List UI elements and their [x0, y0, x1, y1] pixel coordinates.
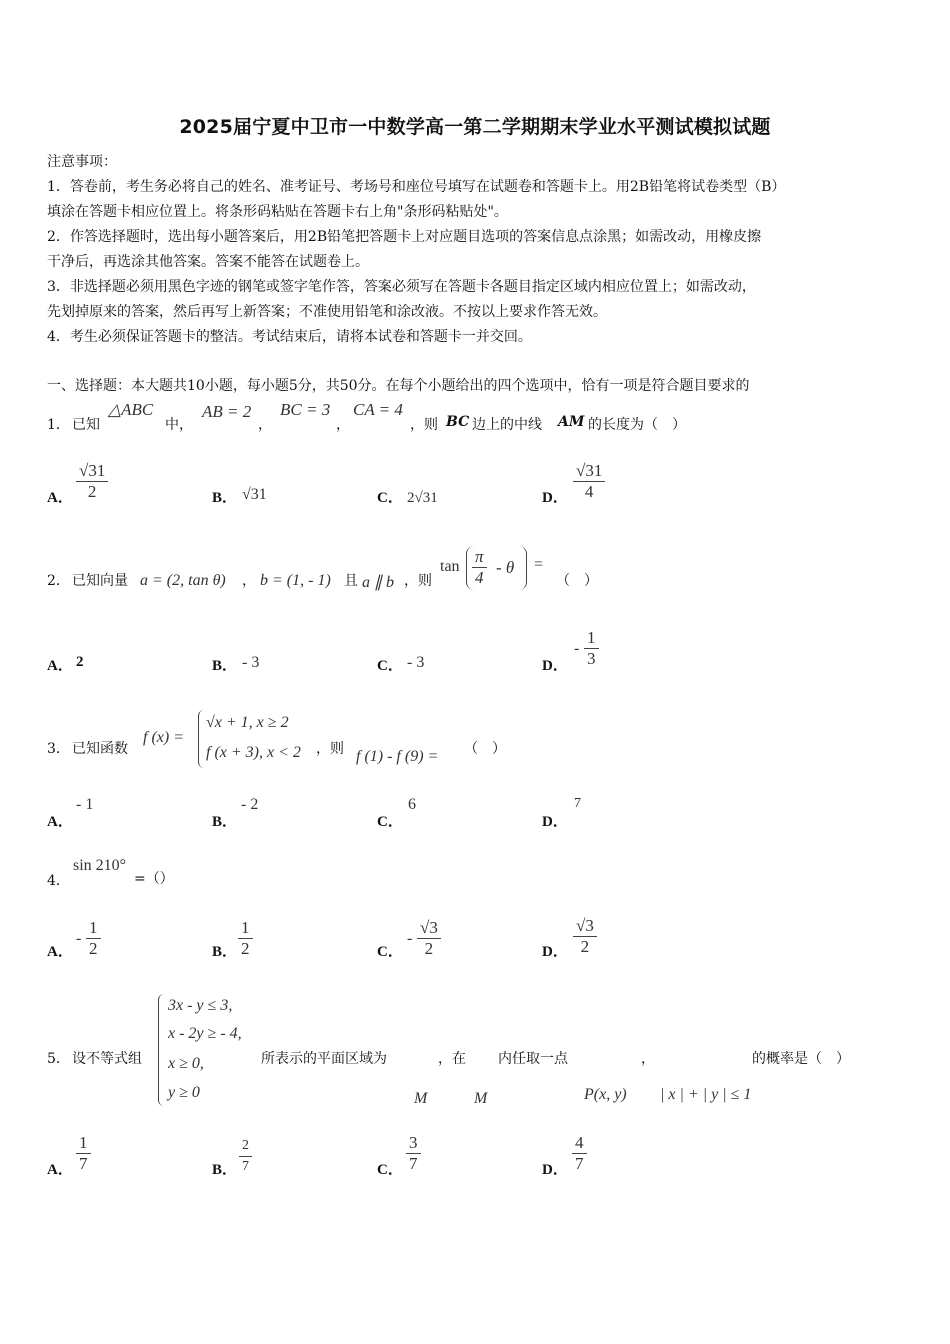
option-a-value: $\frac{1}{7}$ — [76, 1133, 91, 1174]
question-text: ， — [258, 417, 272, 433]
notice-line: 4．考生必须保证答题卡的整洁。考试结束后，请将本试卷和答题卡一并交回。 — [47, 329, 532, 345]
question-text: （ ） — [464, 741, 506, 757]
question-text: 且 — [344, 573, 358, 589]
option-a-sign: - — [76, 930, 82, 947]
inequality: x - 2y ≥ - 4, — [168, 1025, 242, 1042]
option-label: C． — [377, 814, 403, 830]
question-text: 已知 — [72, 417, 100, 433]
notice-heading: 注意事项： — [47, 154, 117, 170]
option-c-value: 6 — [408, 796, 416, 813]
math-expression: f (1) - f (9) = — [356, 748, 439, 765]
option-label: D． — [542, 490, 568, 506]
option-d-value: 7 — [574, 796, 581, 811]
notice-line: 2．作答选择题时，选出每小题答案后，用2B铅笔把答题卡上对应题目选项的答案信息点涂黑；如需改动，用橡皮擦 — [47, 229, 762, 245]
question-text: 内任取一点 — [498, 1051, 568, 1067]
question-text: （ ） — [556, 573, 598, 589]
option-label: B． — [212, 658, 238, 674]
math-pi-over-4: $\frac{\pi}{4}$ — [472, 547, 487, 588]
math-theta: - θ — [496, 558, 515, 577]
notice-line: 填涂在答题卡相应位置上。将条形码粘贴在答题卡右上角"条形码粘贴处"。 — [47, 204, 508, 220]
notice-line: 先划掉原来的答案，然后再写上新答案；不准使用铅笔和涂改液。不按以上要求作答无效。 — [47, 304, 607, 320]
math-parallel: a ∥ b — [362, 574, 394, 591]
option-a-value: $\frac{√31}{2}$ — [76, 461, 108, 502]
math-case-1: √x + 1, x ≥ 2 — [206, 714, 289, 731]
option-d-value: $\frac{4}{7}$ — [572, 1133, 587, 1174]
question-text: ，则 — [316, 741, 344, 757]
question-text: ，则 — [404, 573, 432, 589]
math-equals: = — [534, 556, 544, 573]
inequality: x ≥ 0, — [168, 1055, 204, 1072]
option-d-sign: - — [574, 640, 580, 657]
question-text: ，在 — [438, 1051, 466, 1067]
math-vector-a: a = (2, tan θ) — [140, 572, 226, 589]
question-text: 所表示的平面区域为 — [261, 1051, 387, 1067]
option-d-value: $\frac{√31}{4}$ — [573, 461, 605, 502]
option-b-value: $\frac{2}{7}$ — [239, 1136, 252, 1177]
option-label: C． — [377, 490, 403, 506]
option-b-value: - 3 — [242, 654, 260, 671]
option-c-value: 2√31 — [407, 490, 438, 506]
question-text: ， — [336, 417, 350, 433]
option-a-value: $\frac{1}{2}$ — [86, 918, 101, 959]
option-c-value: $\frac{3}{7}$ — [406, 1133, 421, 1174]
question-number: 1． — [47, 417, 70, 433]
question-text: 已知向量 — [72, 573, 128, 589]
option-label: C． — [377, 944, 403, 960]
question-number: 3． — [47, 741, 70, 757]
math-region-m: M — [474, 1090, 488, 1107]
math-tan: tan — [440, 558, 460, 575]
math-f: f (x) = — [143, 729, 184, 746]
question-number: 2． — [47, 573, 70, 589]
paren-right — [518, 546, 527, 590]
notice-line: 干净后，再选涂其他答案。答案不能答在试题卷上。 — [47, 254, 369, 270]
option-b-value: $\frac{1}{2}$ — [238, 918, 253, 959]
option-label: A． — [47, 944, 73, 960]
question-text: 设不等式组 — [72, 1051, 142, 1067]
question-text: 的长度为（ ） — [588, 417, 686, 433]
question-text: 已知函数 — [72, 741, 128, 757]
question-text: =（） — [134, 871, 174, 887]
option-label: B． — [212, 1162, 238, 1178]
option-label: B． — [212, 944, 238, 960]
option-label: A． — [47, 490, 73, 506]
notice-line: 3．非选择题必须用黑色字迹的钢笔或签字笔作答，答案必须写在答题卡各题目指定区域内相应位置上；如需改动， — [47, 279, 756, 295]
option-label: A． — [47, 814, 73, 830]
math-case-2: f (x + 3), x < 2 — [206, 744, 301, 761]
option-b-value: √31 — [242, 486, 267, 503]
option-label: B． — [212, 814, 238, 830]
math-ab: AB = 2 — [202, 402, 252, 421]
math-bc: BC = 3 — [280, 400, 331, 419]
option-a-value: - 1 — [76, 796, 94, 813]
option-d-value: $\frac{1}{3}$ — [584, 628, 599, 669]
question-text: 的概率是（ ） — [752, 1051, 850, 1067]
option-label: D． — [542, 658, 568, 674]
question-text: ， — [641, 1051, 655, 1067]
option-label: B． — [212, 490, 238, 506]
option-label: D． — [542, 1162, 568, 1178]
option-label: A． — [47, 1162, 73, 1178]
question-number: 4． — [47, 873, 70, 889]
option-label: C． — [377, 1162, 403, 1178]
option-d-value: $\frac{√3}{2}$ — [573, 916, 597, 957]
inequality: y ≥ 0 — [168, 1084, 200, 1101]
option-c-value: $\frac{√3}{2}$ — [417, 918, 441, 959]
question-text: 中， — [165, 417, 193, 433]
question-text: ，则 — [410, 417, 438, 433]
option-c-value: - 3 — [407, 654, 425, 671]
section-heading: 一、选择题：本大题共10小题，每小题5分，共50分。在每个小题给出的四个选项中，恰有一项是符合题目要求的 — [47, 378, 750, 394]
option-b-value: - 2 — [241, 796, 259, 813]
option-label: D． — [542, 814, 568, 830]
option-label: C． — [377, 658, 403, 674]
question-number: 5． — [47, 1051, 70, 1067]
brace-left — [198, 710, 205, 768]
option-label: A． — [47, 658, 73, 674]
page-title: 2025届宁夏中卫市一中数学高一第二学期期末学业水平测试模拟试题 — [179, 116, 771, 138]
math-triangle: △ABC — [108, 400, 154, 419]
math-sin: sin 210° — [73, 857, 127, 874]
math-ca: CA = 4 — [353, 400, 403, 419]
math-bc-bold: BC — [446, 414, 470, 430]
option-c-sign: - — [407, 930, 413, 947]
option-a-value: 2 — [76, 654, 84, 670]
math-region-m: M — [414, 1090, 428, 1107]
option-label: D． — [542, 944, 568, 960]
notice-line: 1．答卷前，考生务必将自己的姓名、准考证号、考场号和座位号填写在试题卷和答题卡上。用2B铅笔将试卷类型（B） — [47, 179, 786, 195]
question-text: 边上的中线 — [472, 417, 542, 433]
math-am-bold: AM — [558, 414, 585, 430]
brace-left — [158, 994, 165, 1106]
math-point-p: P(x, y) — [584, 1086, 627, 1103]
question-text: ， — [242, 573, 256, 589]
math-condition: | x | + | y | ≤ 1 — [660, 1086, 752, 1103]
inequality: 3x - y ≤ 3, — [168, 997, 233, 1014]
math-vector-b: b = (1, - 1) — [260, 572, 331, 589]
